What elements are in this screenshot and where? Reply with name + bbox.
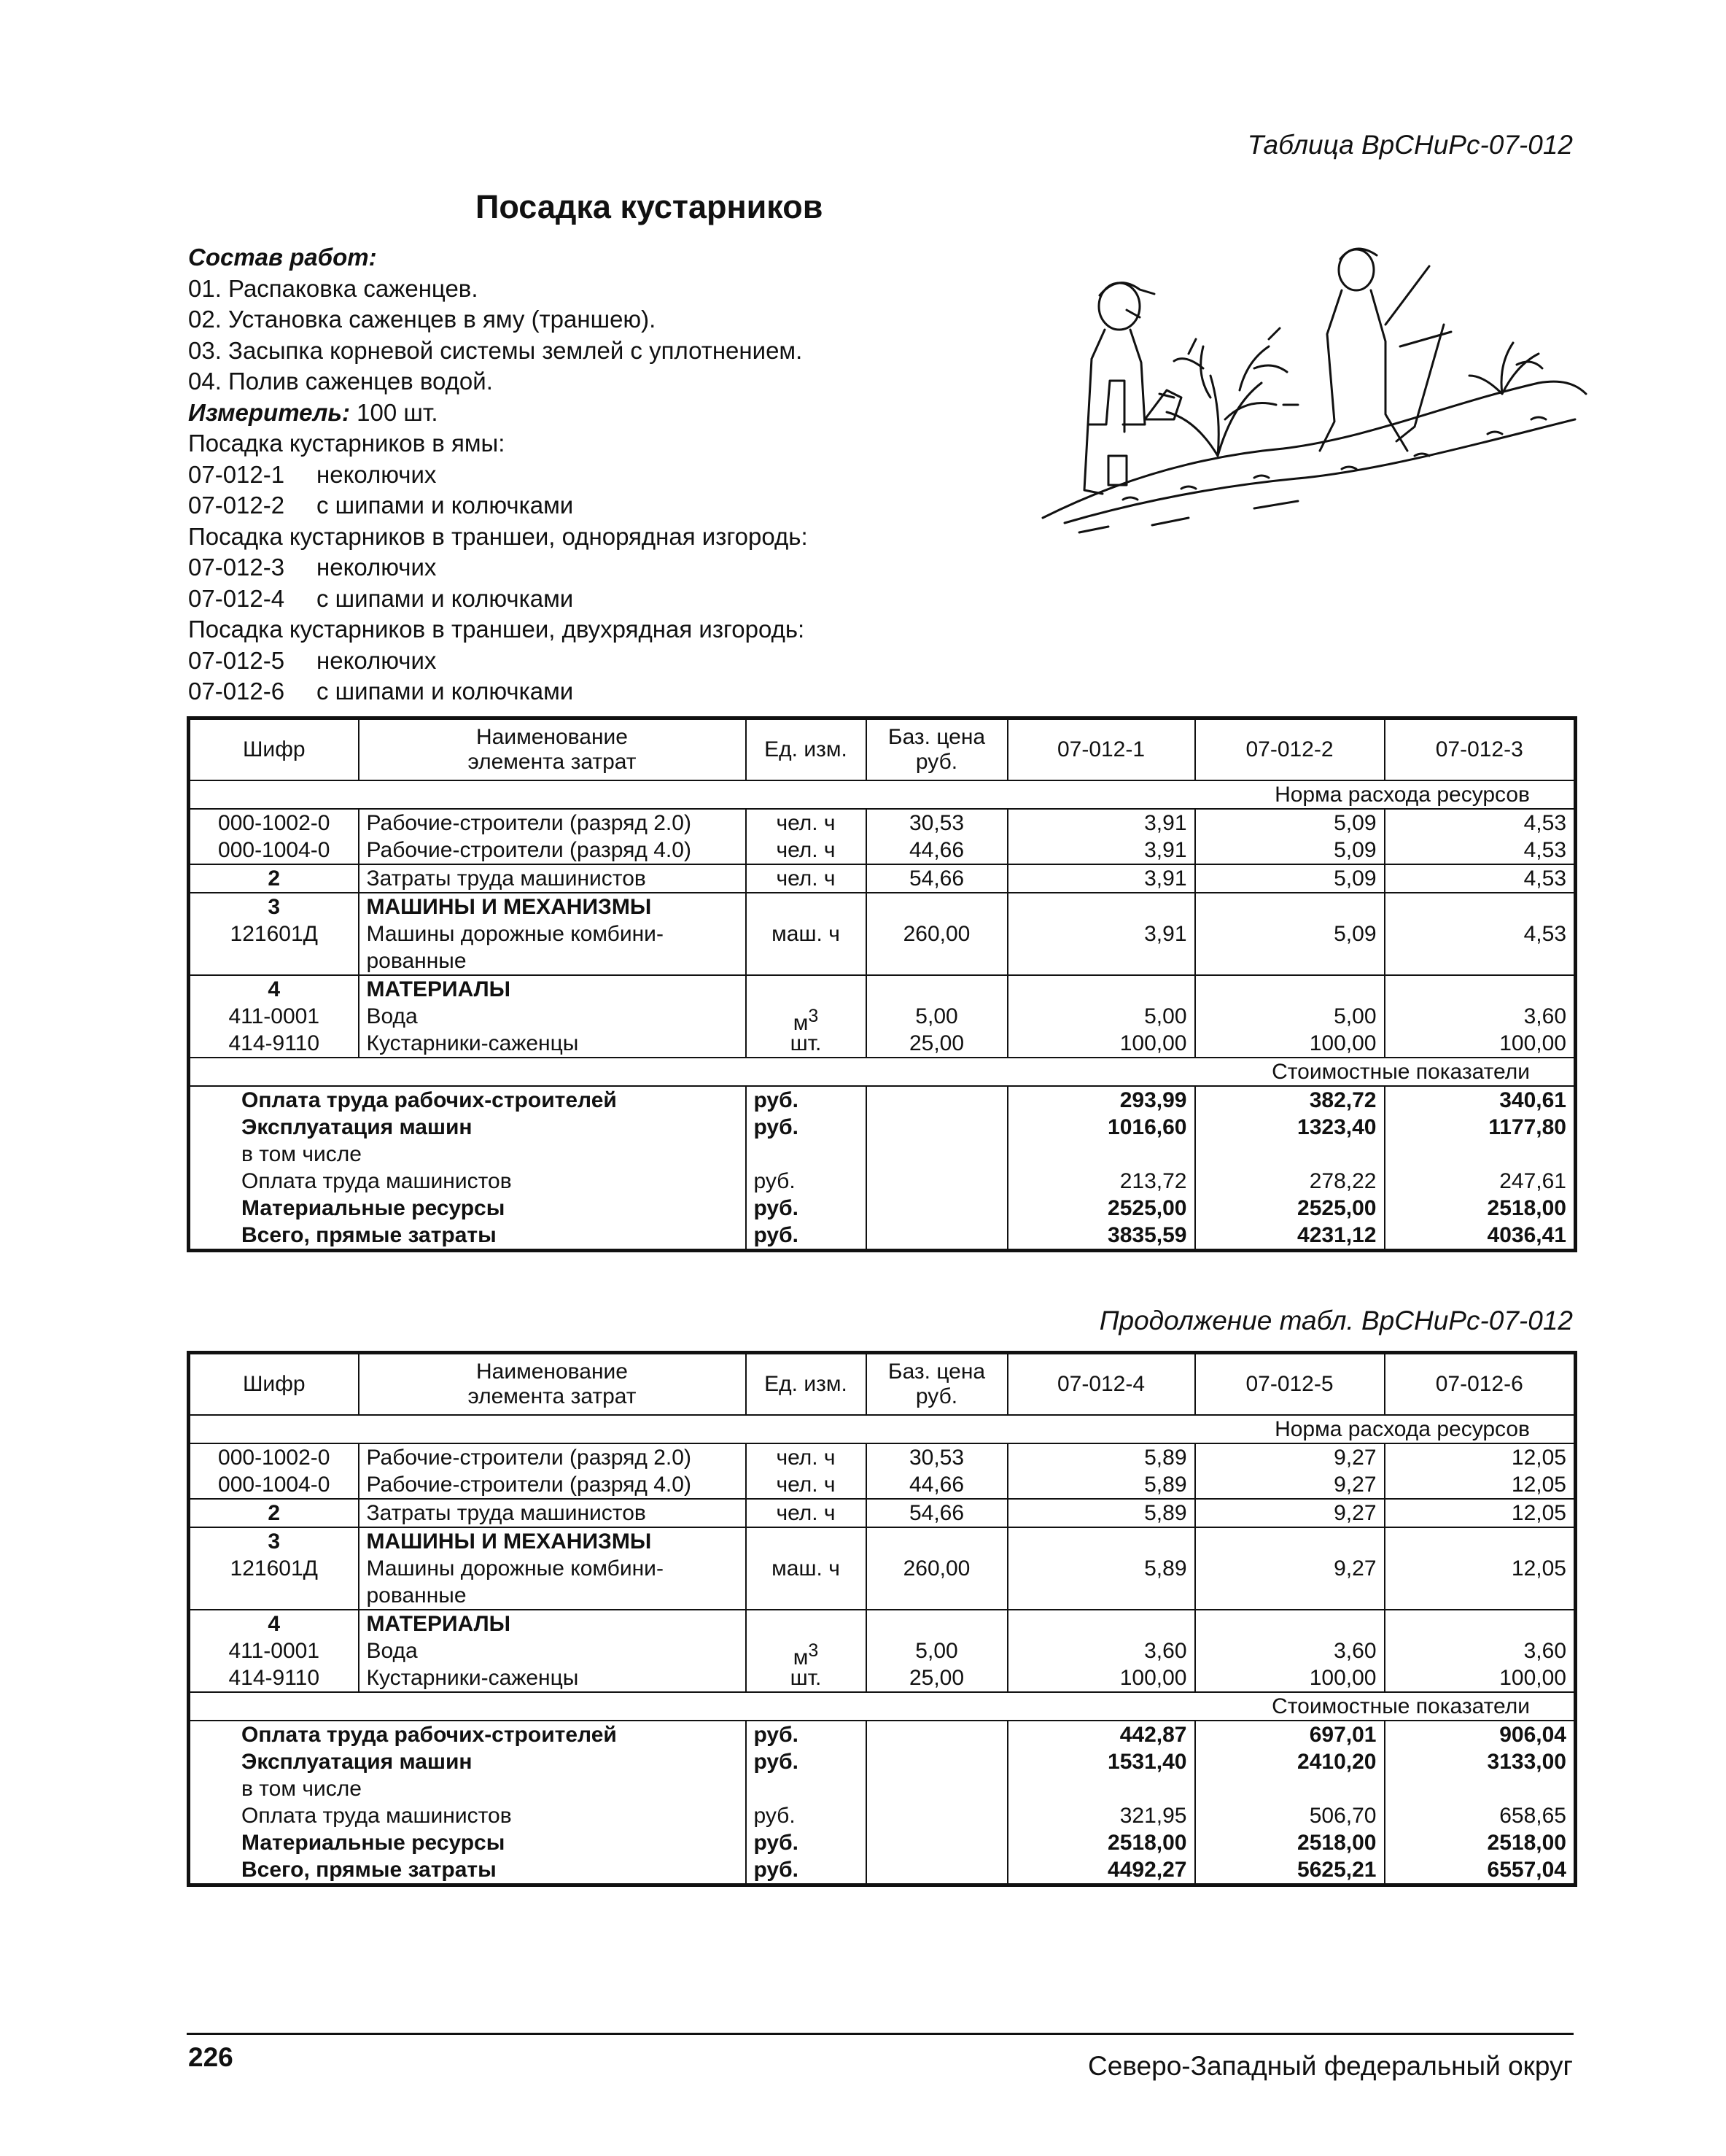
norm-value: 9,27 bbox=[1195, 1471, 1385, 1499]
header-price bbox=[866, 1353, 1008, 1416]
cost-value: 4492,27 bbox=[1108, 1858, 1187, 1882]
group-number: 3 bbox=[268, 895, 281, 919]
cost-value: 293,99 bbox=[1119, 1088, 1187, 1112]
row-name: Рабочие-строители (разряд 2.0) bbox=[359, 809, 746, 837]
resource-code: 121601Д bbox=[230, 922, 318, 946]
cost-label: Оплата труда машинистов bbox=[241, 1804, 512, 1828]
cost-value: 4036,41 bbox=[1487, 1223, 1566, 1247]
norm-cell bbox=[1195, 1610, 1385, 1692]
cost-value: 321,95 bbox=[1119, 1804, 1187, 1828]
table-row bbox=[189, 1527, 1576, 1610]
row-name: Рабочие-строители (разряд 2.0) bbox=[359, 1443, 746, 1471]
resource-code: 411-0001 bbox=[228, 1004, 320, 1028]
norm-value: 4,53 bbox=[1385, 864, 1576, 893]
resource-code: 414-9110 bbox=[228, 1031, 320, 1055]
norm-cell bbox=[1008, 1610, 1195, 1692]
group-title: МАШИНЫ И МЕХАНИЗМЫ bbox=[366, 895, 652, 919]
cost-unit: руб. bbox=[753, 1858, 798, 1882]
resource-price: 260,00 bbox=[903, 1556, 971, 1581]
group-title: МАТЕРИАЛЫ bbox=[366, 977, 511, 1001]
header-name bbox=[359, 1353, 746, 1416]
norm-cell bbox=[1195, 975, 1385, 1058]
resource-name: Машины дорожные комбини- bbox=[366, 922, 664, 946]
table-header-row bbox=[189, 718, 1576, 781]
norm-value: 100,00 bbox=[1119, 1666, 1187, 1690]
meter-label: Измеритель: bbox=[188, 398, 350, 426]
unit-superscript: 3 bbox=[808, 1640, 819, 1661]
section-row-costs bbox=[189, 1692, 1576, 1721]
group-heading: Посадка кустарников в ямы: bbox=[188, 430, 505, 457]
variant-text: неколючих bbox=[316, 646, 437, 674]
row-unit bbox=[746, 893, 866, 975]
footer-region: Северо-Западный федеральный округ bbox=[1088, 2051, 1573, 2081]
variant-text: с шипами и колючками bbox=[316, 584, 574, 612]
norm-value: 12,05 bbox=[1385, 1471, 1576, 1499]
variant-code: 07-012-4 bbox=[188, 584, 285, 612]
cost-value: 442,87 bbox=[1119, 1723, 1187, 1747]
group-title: МАТЕРИАЛЫ bbox=[366, 1612, 511, 1636]
unit-superscript: 3 bbox=[808, 1006, 819, 1026]
variant-code: 07-012-3 bbox=[188, 554, 285, 581]
cost-label: Материальные ресурсы bbox=[241, 1196, 505, 1220]
variant-item bbox=[188, 645, 1027, 677]
cost-block bbox=[189, 1721, 1576, 1885]
row-unit: чел. ч bbox=[746, 1471, 866, 1499]
norm-value: 5,89 bbox=[1008, 1443, 1195, 1471]
variant-item bbox=[188, 490, 1027, 521]
row-price bbox=[866, 1527, 1008, 1610]
table-row bbox=[189, 1443, 1576, 1471]
norm-value: 5,00 bbox=[1334, 1004, 1377, 1028]
norm-value: 3,91 bbox=[1008, 809, 1195, 837]
variant-item bbox=[188, 583, 1027, 615]
row-code: 000-1004-0 bbox=[189, 837, 359, 864]
cost-label: Оплата труда рабочих-строителей bbox=[241, 1723, 617, 1747]
norm-cell bbox=[1195, 1527, 1385, 1610]
resource-code: 121601Д bbox=[230, 1556, 318, 1581]
variant-text: неколючих bbox=[316, 554, 437, 581]
norm-value: 5,00 bbox=[1144, 1004, 1187, 1028]
table-row bbox=[189, 864, 1576, 893]
header-variant: 07-012-5 bbox=[1195, 1353, 1385, 1416]
page-title: Посадка кустарников bbox=[475, 188, 823, 225]
table-row bbox=[189, 837, 1576, 864]
resource-unit: шт. bbox=[790, 1031, 822, 1055]
header-name-line: элемента затрат bbox=[467, 750, 637, 774]
gardeners-illustration bbox=[1035, 237, 1590, 543]
header-code: Шифр bbox=[189, 718, 359, 781]
resource-unit bbox=[754, 1637, 858, 1670]
resource-price: 260,00 bbox=[903, 922, 971, 946]
row-price: 54,66 bbox=[866, 1499, 1008, 1527]
table-row bbox=[189, 975, 1576, 1058]
cost-value: 2410,20 bbox=[1297, 1750, 1377, 1774]
footer-divider bbox=[187, 2033, 1574, 2035]
norm-value: 100,00 bbox=[1309, 1031, 1377, 1055]
cost-value: 1323,40 bbox=[1297, 1115, 1377, 1139]
table-row bbox=[189, 1610, 1576, 1692]
meter-value: 100 шт. bbox=[350, 398, 438, 426]
cost-label: Эксплуатация машин bbox=[241, 1115, 473, 1139]
group-heading: Посадка кустарников в траншеи, двухрядная изгородь: bbox=[188, 616, 805, 643]
row-unit bbox=[746, 1527, 866, 1610]
resource-price: 5,00 bbox=[915, 1004, 958, 1028]
norm-value: 5,09 bbox=[1195, 809, 1385, 837]
cost-value: 1531,40 bbox=[1108, 1750, 1187, 1774]
cost-value: 1177,80 bbox=[1488, 1115, 1566, 1139]
section-label: Стоимостные показатели bbox=[189, 1692, 1576, 1721]
norm-value: 5,09 bbox=[1195, 837, 1385, 864]
resource-unit: шт. bbox=[790, 1666, 822, 1690]
row-name bbox=[359, 975, 746, 1058]
header-variant: 07-012-4 bbox=[1008, 1353, 1195, 1416]
cost-labels bbox=[189, 1086, 746, 1251]
cost-label: Всего, прямые затраты bbox=[241, 1223, 497, 1247]
resource-unit bbox=[754, 1003, 858, 1035]
header-variant: 07-012-2 bbox=[1195, 718, 1385, 781]
resource-name: Вода bbox=[366, 1004, 418, 1028]
row-name: Затраты труда машинистов bbox=[359, 864, 746, 893]
table-header-row bbox=[189, 1353, 1576, 1416]
row-name bbox=[359, 1527, 746, 1610]
cost-price-empty bbox=[866, 1721, 1008, 1885]
resource-price: 25,00 bbox=[909, 1666, 965, 1690]
group-title: МАШИНЫ И МЕХАНИЗМЫ bbox=[366, 1529, 652, 1554]
header-price bbox=[866, 718, 1008, 781]
resource-table-1 bbox=[187, 716, 1577, 1252]
row-price: 30,53 bbox=[866, 809, 1008, 837]
resource-price: 5,00 bbox=[915, 1639, 958, 1663]
row-code bbox=[189, 1527, 359, 1610]
cost-unit: руб. bbox=[753, 1115, 798, 1139]
row-unit: чел. ч bbox=[746, 1499, 866, 1527]
continuation-caption: Продолжение табл. ВрСНиРс-07-012 bbox=[1099, 1306, 1573, 1335]
table-row bbox=[189, 1499, 1576, 1527]
table-row bbox=[189, 1471, 1576, 1499]
resource-code: 414-9110 bbox=[228, 1666, 320, 1690]
section-label: Норма расхода ресурсов bbox=[189, 780, 1576, 809]
row-price bbox=[866, 1610, 1008, 1692]
unit-base: м bbox=[793, 1645, 809, 1670]
variant-item bbox=[188, 552, 1027, 583]
cost-value: 247,61 bbox=[1499, 1169, 1566, 1193]
work-composition-heading: Состав работ: bbox=[188, 244, 377, 271]
variant-code: 07-012-6 bbox=[188, 678, 285, 705]
row-code: 000-1002-0 bbox=[189, 809, 359, 837]
cost-unit: руб. bbox=[753, 1169, 796, 1193]
cost-value: 340,61 bbox=[1499, 1088, 1566, 1112]
header-code: Шифр bbox=[189, 1353, 359, 1416]
norm-value: 9,27 bbox=[1195, 1499, 1385, 1527]
header-name-line: Наименование bbox=[476, 1360, 628, 1384]
variant-item bbox=[188, 459, 1027, 491]
cost-label: Материальные ресурсы bbox=[241, 1831, 505, 1855]
cost-value: 2518,00 bbox=[1487, 1196, 1566, 1220]
cost-value: 2518,00 bbox=[1297, 1831, 1377, 1855]
norm-value: 100,00 bbox=[1499, 1666, 1566, 1690]
resource-price: 25,00 bbox=[909, 1031, 965, 1055]
section-row-norms bbox=[189, 1415, 1576, 1443]
cost-column bbox=[1385, 1086, 1576, 1251]
section-row-norms bbox=[189, 780, 1576, 809]
work-step: 04. Полив саженцев водой. bbox=[188, 368, 493, 395]
norm-cell bbox=[1385, 1527, 1576, 1610]
meter-line bbox=[188, 398, 1027, 429]
resource-table-2 bbox=[187, 1351, 1577, 1887]
cost-value: 5625,21 bbox=[1297, 1858, 1377, 1882]
resource-name: Кустарники-саженцы bbox=[366, 1031, 579, 1055]
variant-text: с шипами и колючками bbox=[316, 678, 574, 705]
norm-value: 9,27 bbox=[1334, 1556, 1377, 1581]
cost-unit: руб. bbox=[753, 1750, 798, 1774]
row-name bbox=[359, 1610, 746, 1692]
norm-value: 100,00 bbox=[1309, 1666, 1377, 1690]
row-code bbox=[189, 975, 359, 1058]
norm-value: 12,05 bbox=[1511, 1556, 1566, 1581]
section-label: Стоимостные показатели bbox=[189, 1058, 1576, 1086]
header-unit: Ед. изм. bbox=[746, 718, 866, 781]
resource-name: Кустарники-саженцы bbox=[366, 1666, 579, 1690]
page-number: 226 bbox=[188, 2042, 233, 2072]
norm-cell bbox=[1385, 893, 1576, 975]
section-row-costs bbox=[189, 1058, 1576, 1086]
resource-name: Вода bbox=[366, 1639, 418, 1663]
work-step: 02. Установка саженцев в яму (траншею). bbox=[188, 306, 656, 333]
cost-value: 213,72 bbox=[1119, 1169, 1187, 1193]
cost-value: 1016,60 bbox=[1108, 1115, 1187, 1139]
row-unit bbox=[746, 1610, 866, 1692]
cost-label: Оплата труда рабочих-строителей bbox=[241, 1088, 617, 1112]
row-name: Затраты труда машинистов bbox=[359, 1499, 746, 1527]
norm-value: 3,91 bbox=[1008, 864, 1195, 893]
header-price-line: руб. bbox=[915, 750, 958, 774]
cost-value: 382,72 bbox=[1309, 1088, 1377, 1112]
norm-cell bbox=[1385, 1610, 1576, 1692]
norm-cell bbox=[1008, 1527, 1195, 1610]
norm-value: 3,91 bbox=[1144, 922, 1187, 946]
resource-code: 411-0001 bbox=[228, 1639, 320, 1663]
cost-unit: руб. bbox=[753, 1223, 798, 1247]
row-code bbox=[189, 1610, 359, 1692]
group-number: 4 bbox=[268, 977, 281, 1001]
cost-units bbox=[746, 1086, 866, 1251]
norm-value: 3,60 bbox=[1334, 1639, 1377, 1663]
header-name-line: Наименование bbox=[476, 725, 628, 749]
work-step: 01. Распаковка саженцев. bbox=[188, 274, 478, 302]
norm-cell bbox=[1385, 975, 1576, 1058]
norm-value: 5,09 bbox=[1334, 922, 1377, 946]
row-code: 000-1002-0 bbox=[189, 1443, 359, 1471]
norm-value: 4,53 bbox=[1385, 837, 1576, 864]
row-code bbox=[189, 893, 359, 975]
resource-name: Машины дорожные комбини- bbox=[366, 1556, 664, 1581]
cost-value: 2518,00 bbox=[1108, 1831, 1187, 1855]
cost-value: 6557,04 bbox=[1487, 1858, 1566, 1882]
row-name: Рабочие-строители (разряд 4.0) bbox=[359, 1471, 746, 1499]
row-price: 44,66 bbox=[866, 837, 1008, 864]
norm-cell bbox=[1008, 893, 1195, 975]
norm-value: 5,89 bbox=[1008, 1471, 1195, 1499]
variant-code: 07-012-1 bbox=[188, 460, 285, 488]
variant-code: 07-012-5 bbox=[188, 646, 285, 674]
group-number: 4 bbox=[268, 1612, 281, 1636]
cost-value: 2518,00 bbox=[1487, 1831, 1566, 1855]
norm-value: 12,05 bbox=[1385, 1443, 1576, 1471]
cost-units bbox=[746, 1721, 866, 1885]
norm-value: 4,53 bbox=[1385, 809, 1576, 837]
cost-value: 2525,00 bbox=[1297, 1196, 1377, 1220]
resource-name: рованные bbox=[366, 1583, 467, 1608]
cost-value: 658,65 bbox=[1499, 1804, 1566, 1828]
norm-cell bbox=[1195, 893, 1385, 975]
cost-value: 3835,59 bbox=[1108, 1223, 1187, 1247]
group-heading: Посадка кустарников в траншеи, однорядная изгородь: bbox=[188, 522, 808, 550]
row-unit: чел. ч bbox=[746, 837, 866, 864]
cost-label: в том числе bbox=[241, 1777, 362, 1801]
norm-value: 100,00 bbox=[1119, 1031, 1187, 1055]
header-variant: 07-012-6 bbox=[1385, 1353, 1576, 1416]
norm-value: 5,89 bbox=[1144, 1556, 1187, 1581]
variant-item bbox=[188, 676, 1027, 707]
unit-base: м bbox=[793, 1011, 809, 1035]
header-price-line: руб. bbox=[915, 1384, 958, 1408]
cost-column bbox=[1385, 1721, 1576, 1885]
variant-text: с шипами и колючками bbox=[316, 492, 574, 519]
norm-value: 12,05 bbox=[1385, 1499, 1576, 1527]
norm-value: 3,60 bbox=[1144, 1639, 1187, 1663]
cost-label: в том числе bbox=[241, 1142, 362, 1166]
table-row bbox=[189, 809, 1576, 837]
work-step: 03. Засыпка корневой системы землей с уплотнением. bbox=[188, 336, 803, 364]
cost-column bbox=[1195, 1086, 1385, 1251]
norm-value: 3,60 bbox=[1523, 1004, 1566, 1028]
cost-unit: руб. bbox=[753, 1723, 798, 1747]
header-variant: 07-012-3 bbox=[1385, 718, 1576, 781]
group-number: 3 bbox=[268, 1529, 281, 1554]
cost-unit: руб. bbox=[753, 1088, 798, 1112]
cost-label: Оплата труда машинистов bbox=[241, 1169, 512, 1193]
row-price: 54,66 bbox=[866, 864, 1008, 893]
cost-unit: руб. bbox=[753, 1196, 798, 1220]
norm-value: 4,53 bbox=[1523, 922, 1566, 946]
row-price bbox=[866, 893, 1008, 975]
section-label: Норма расхода ресурсов bbox=[189, 1415, 1576, 1443]
row-unit: чел. ч bbox=[746, 809, 866, 837]
header-price-line: Баз. цена bbox=[887, 725, 986, 749]
norm-cell bbox=[1008, 975, 1195, 1058]
cost-value: 506,70 bbox=[1309, 1804, 1377, 1828]
norm-value: 5,89 bbox=[1008, 1499, 1195, 1527]
cost-unit: руб. bbox=[753, 1804, 796, 1828]
norm-value: 9,27 bbox=[1195, 1443, 1385, 1471]
row-name: Рабочие-строители (разряд 4.0) bbox=[359, 837, 746, 864]
cost-value: 906,04 bbox=[1499, 1723, 1566, 1747]
norm-value: 3,91 bbox=[1008, 837, 1195, 864]
cost-value: 3133,00 bbox=[1487, 1750, 1566, 1774]
resource-unit: маш. ч bbox=[771, 1556, 840, 1581]
row-unit bbox=[746, 975, 866, 1058]
cost-unit: руб. bbox=[753, 1831, 798, 1855]
row-price: 44,66 bbox=[866, 1471, 1008, 1499]
row-unit: чел. ч bbox=[746, 864, 866, 893]
resource-unit: маш. ч bbox=[771, 922, 840, 946]
row-code: 2 bbox=[189, 1499, 359, 1527]
norm-value: 100,00 bbox=[1499, 1031, 1566, 1055]
cost-block bbox=[189, 1086, 1576, 1251]
cost-label: Всего, прямые затраты bbox=[241, 1858, 497, 1882]
header-name-line: элемента затрат bbox=[467, 1384, 637, 1408]
cost-column bbox=[1008, 1721, 1195, 1885]
cost-column bbox=[1008, 1086, 1195, 1251]
cost-labels bbox=[189, 1721, 746, 1885]
cost-value: 697,01 bbox=[1309, 1723, 1377, 1747]
norm-value: 5,09 bbox=[1195, 864, 1385, 893]
cost-value: 2525,00 bbox=[1108, 1196, 1187, 1220]
cost-value: 4231,12 bbox=[1297, 1223, 1377, 1247]
header-unit: Ед. изм. bbox=[746, 1353, 866, 1416]
table-reference: Таблица ВрСНиРс-07-012 bbox=[1247, 130, 1573, 160]
variant-code: 07-012-2 bbox=[188, 492, 285, 519]
header-variant: 07-012-1 bbox=[1008, 718, 1195, 781]
variant-text: неколючих bbox=[316, 460, 437, 488]
row-name bbox=[359, 893, 746, 975]
row-price bbox=[866, 975, 1008, 1058]
row-unit: чел. ч bbox=[746, 1443, 866, 1471]
row-price: 30,53 bbox=[866, 1443, 1008, 1471]
work-description bbox=[188, 242, 1027, 707]
norm-value: 3,60 bbox=[1523, 1639, 1566, 1663]
cost-value: 278,22 bbox=[1309, 1169, 1377, 1193]
cost-label: Эксплуатация машин bbox=[241, 1750, 473, 1774]
cost-column bbox=[1195, 1721, 1385, 1885]
header-price-line: Баз. цена bbox=[887, 1360, 986, 1384]
header-name bbox=[359, 718, 746, 781]
row-code: 000-1004-0 bbox=[189, 1471, 359, 1499]
resource-name: рованные bbox=[366, 949, 467, 973]
cost-price-empty bbox=[866, 1086, 1008, 1251]
table-row bbox=[189, 893, 1576, 975]
row-code: 2 bbox=[189, 864, 359, 893]
